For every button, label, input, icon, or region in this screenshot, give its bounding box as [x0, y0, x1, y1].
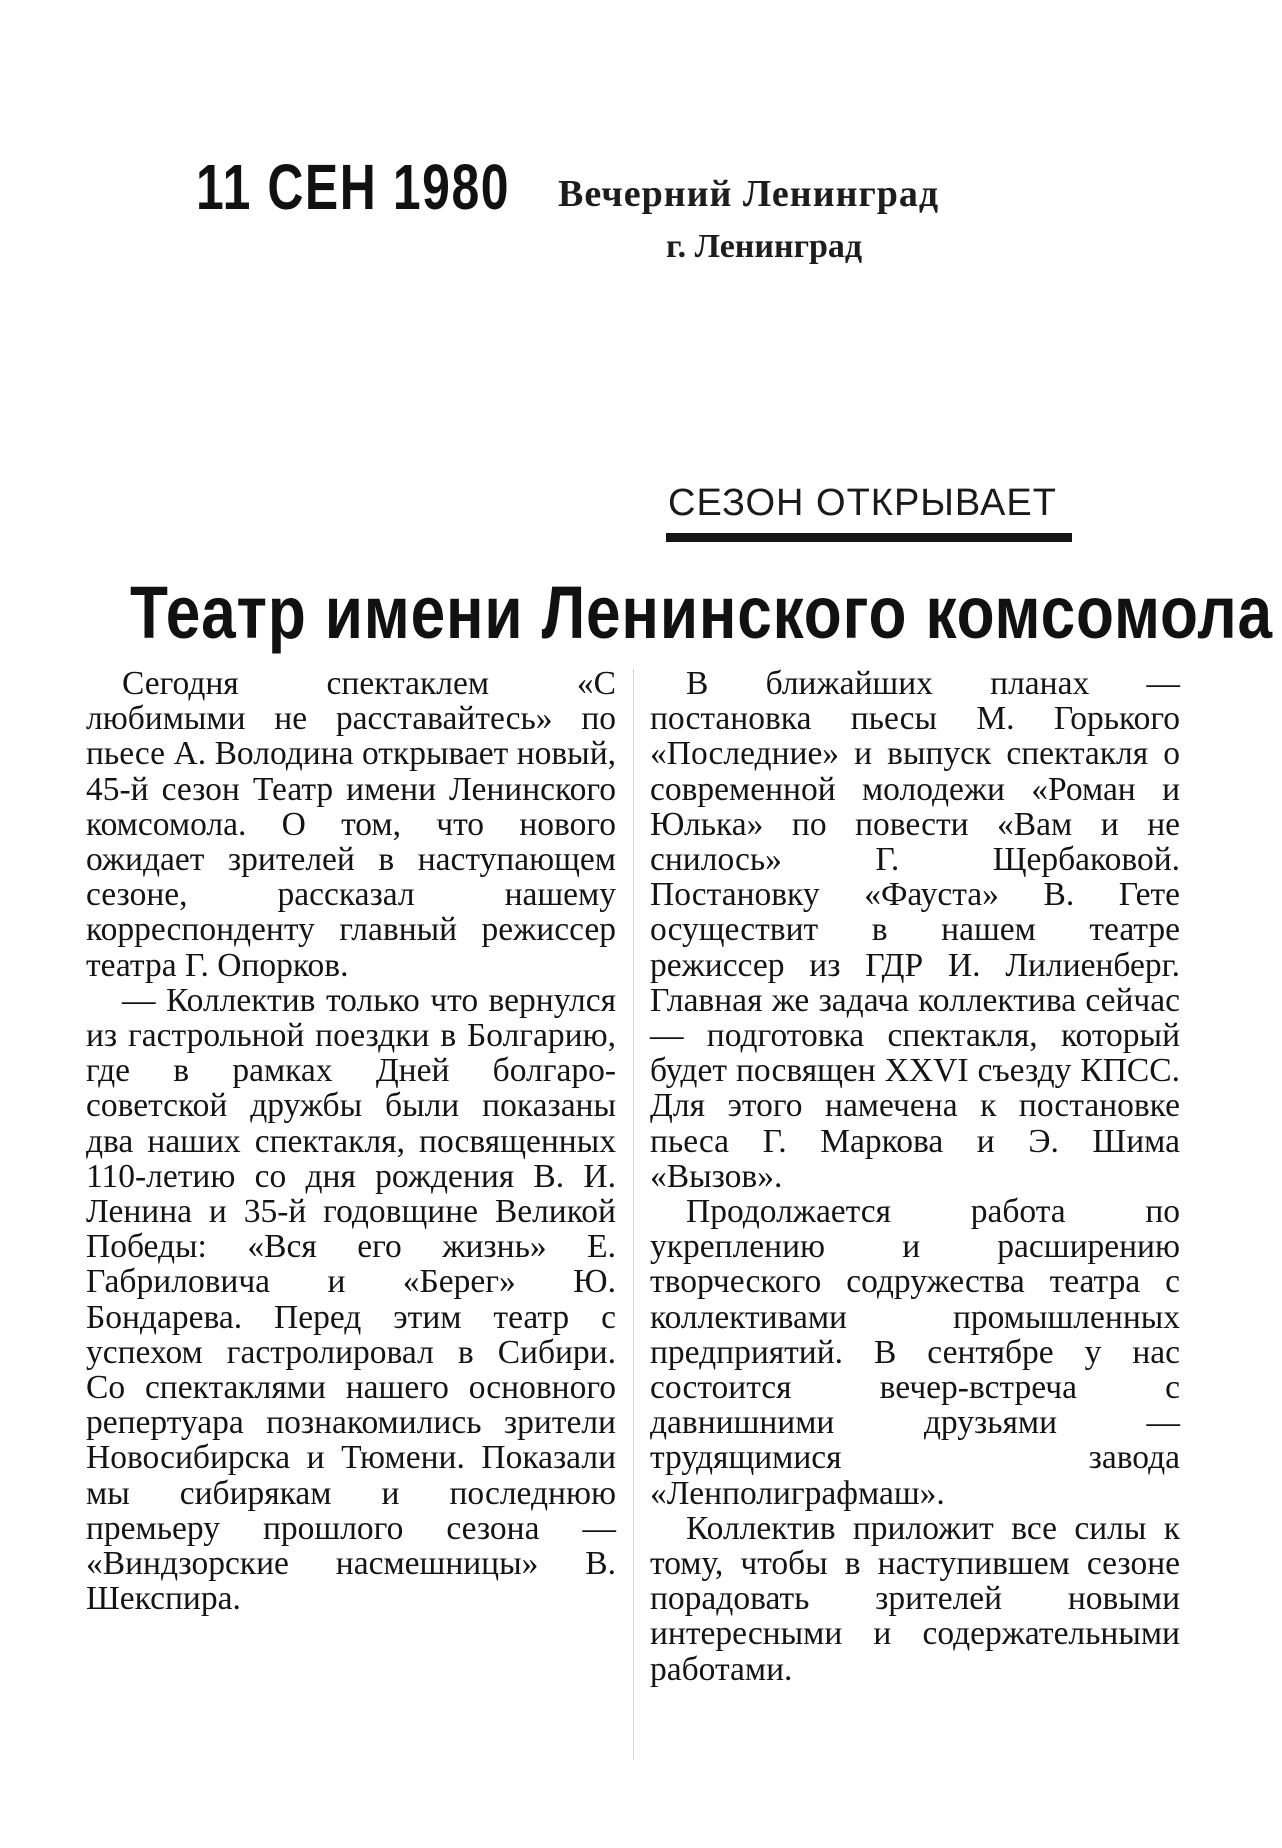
paragraph: Продолжается работа по укреплению и расширению творческого содружества театра с коллективами промышленных предприятий. В сентябре у нас состоится вечер-встреча с давнишними друзьями — трудящимися завода «Ленполиграфмаш». — [650, 1193, 1180, 1512]
date-stamp: 11 СЕН 1980 — [196, 151, 511, 223]
newspaper-name: Вечерний Ленинград — [558, 173, 940, 215]
rubric-underline — [666, 533, 1072, 542]
paragraph: Коллектив приложит все силы к тому, чтобы в наступившем сезоне порадовать зрителей новыми интересными и содержательными работами. — [650, 1509, 1180, 1688]
rubric-title: СЕЗОН ОТКРЫВАЕТ — [668, 482, 1057, 524]
column-divider — [633, 670, 634, 1760]
article-column-left — [86, 666, 616, 1616]
paragraph: Сегодня спектаклем «С любимыми не расставайтесь» по пьесе А. Володина открывает новый, 45-й сезон Театр имени Ленинского комсомола. О том, что нового ожидает зрителей в наступающем сезоне, рассказал нашему корреспонденту главный режиссер театра Г. Опорков. — [86, 665, 616, 984]
newspaper-city: г. Ленинград — [666, 228, 863, 265]
article-headline: Театр имени Ленинского комсомола — [130, 571, 1273, 654]
paragraph: — Коллектив только что вернулся из гастрольной поездки в Болгарию, где в рамках Дней болгаро-советской дружбы были показаны два наших спектакля, посвященных 110-летию со дня рождения В. И. Ленина и 35-й годовщине Великой Победы: «Вся его жизнь» Е. Габриловича и «Берег» Ю. Бондарева. Перед этим театр с успехом гастролировал в Сибири. Со спектаклями нашего основного репертуара познакомились зрители Новосибирска и Тюмени. Показали мы сибирякам и последнюю премьеру прошлого сезона — «Виндзорские насмешницы» В. Шекспира. — [86, 981, 616, 1618]
article-column-right — [650, 666, 1180, 1687]
paragraph: В ближайших планах — постановка пьесы М. Горького «Последние» и выпуск спектакля о современной молодежи «Роман и Юлька» по повести «Вам и не снилось» Г. Щербаковой. Постановку «Фауста» В. Гете осуществит в нашем театре режиссер из ГДР И. Лилиенберг. Главная же задача коллектива сейчас — подготовка спектакля, который будет посвящен XXVI съезду КПСС. Для этого намечена к постановке пьеса Г. Маркова и Э. Шима «Вызов». — [650, 665, 1180, 1195]
